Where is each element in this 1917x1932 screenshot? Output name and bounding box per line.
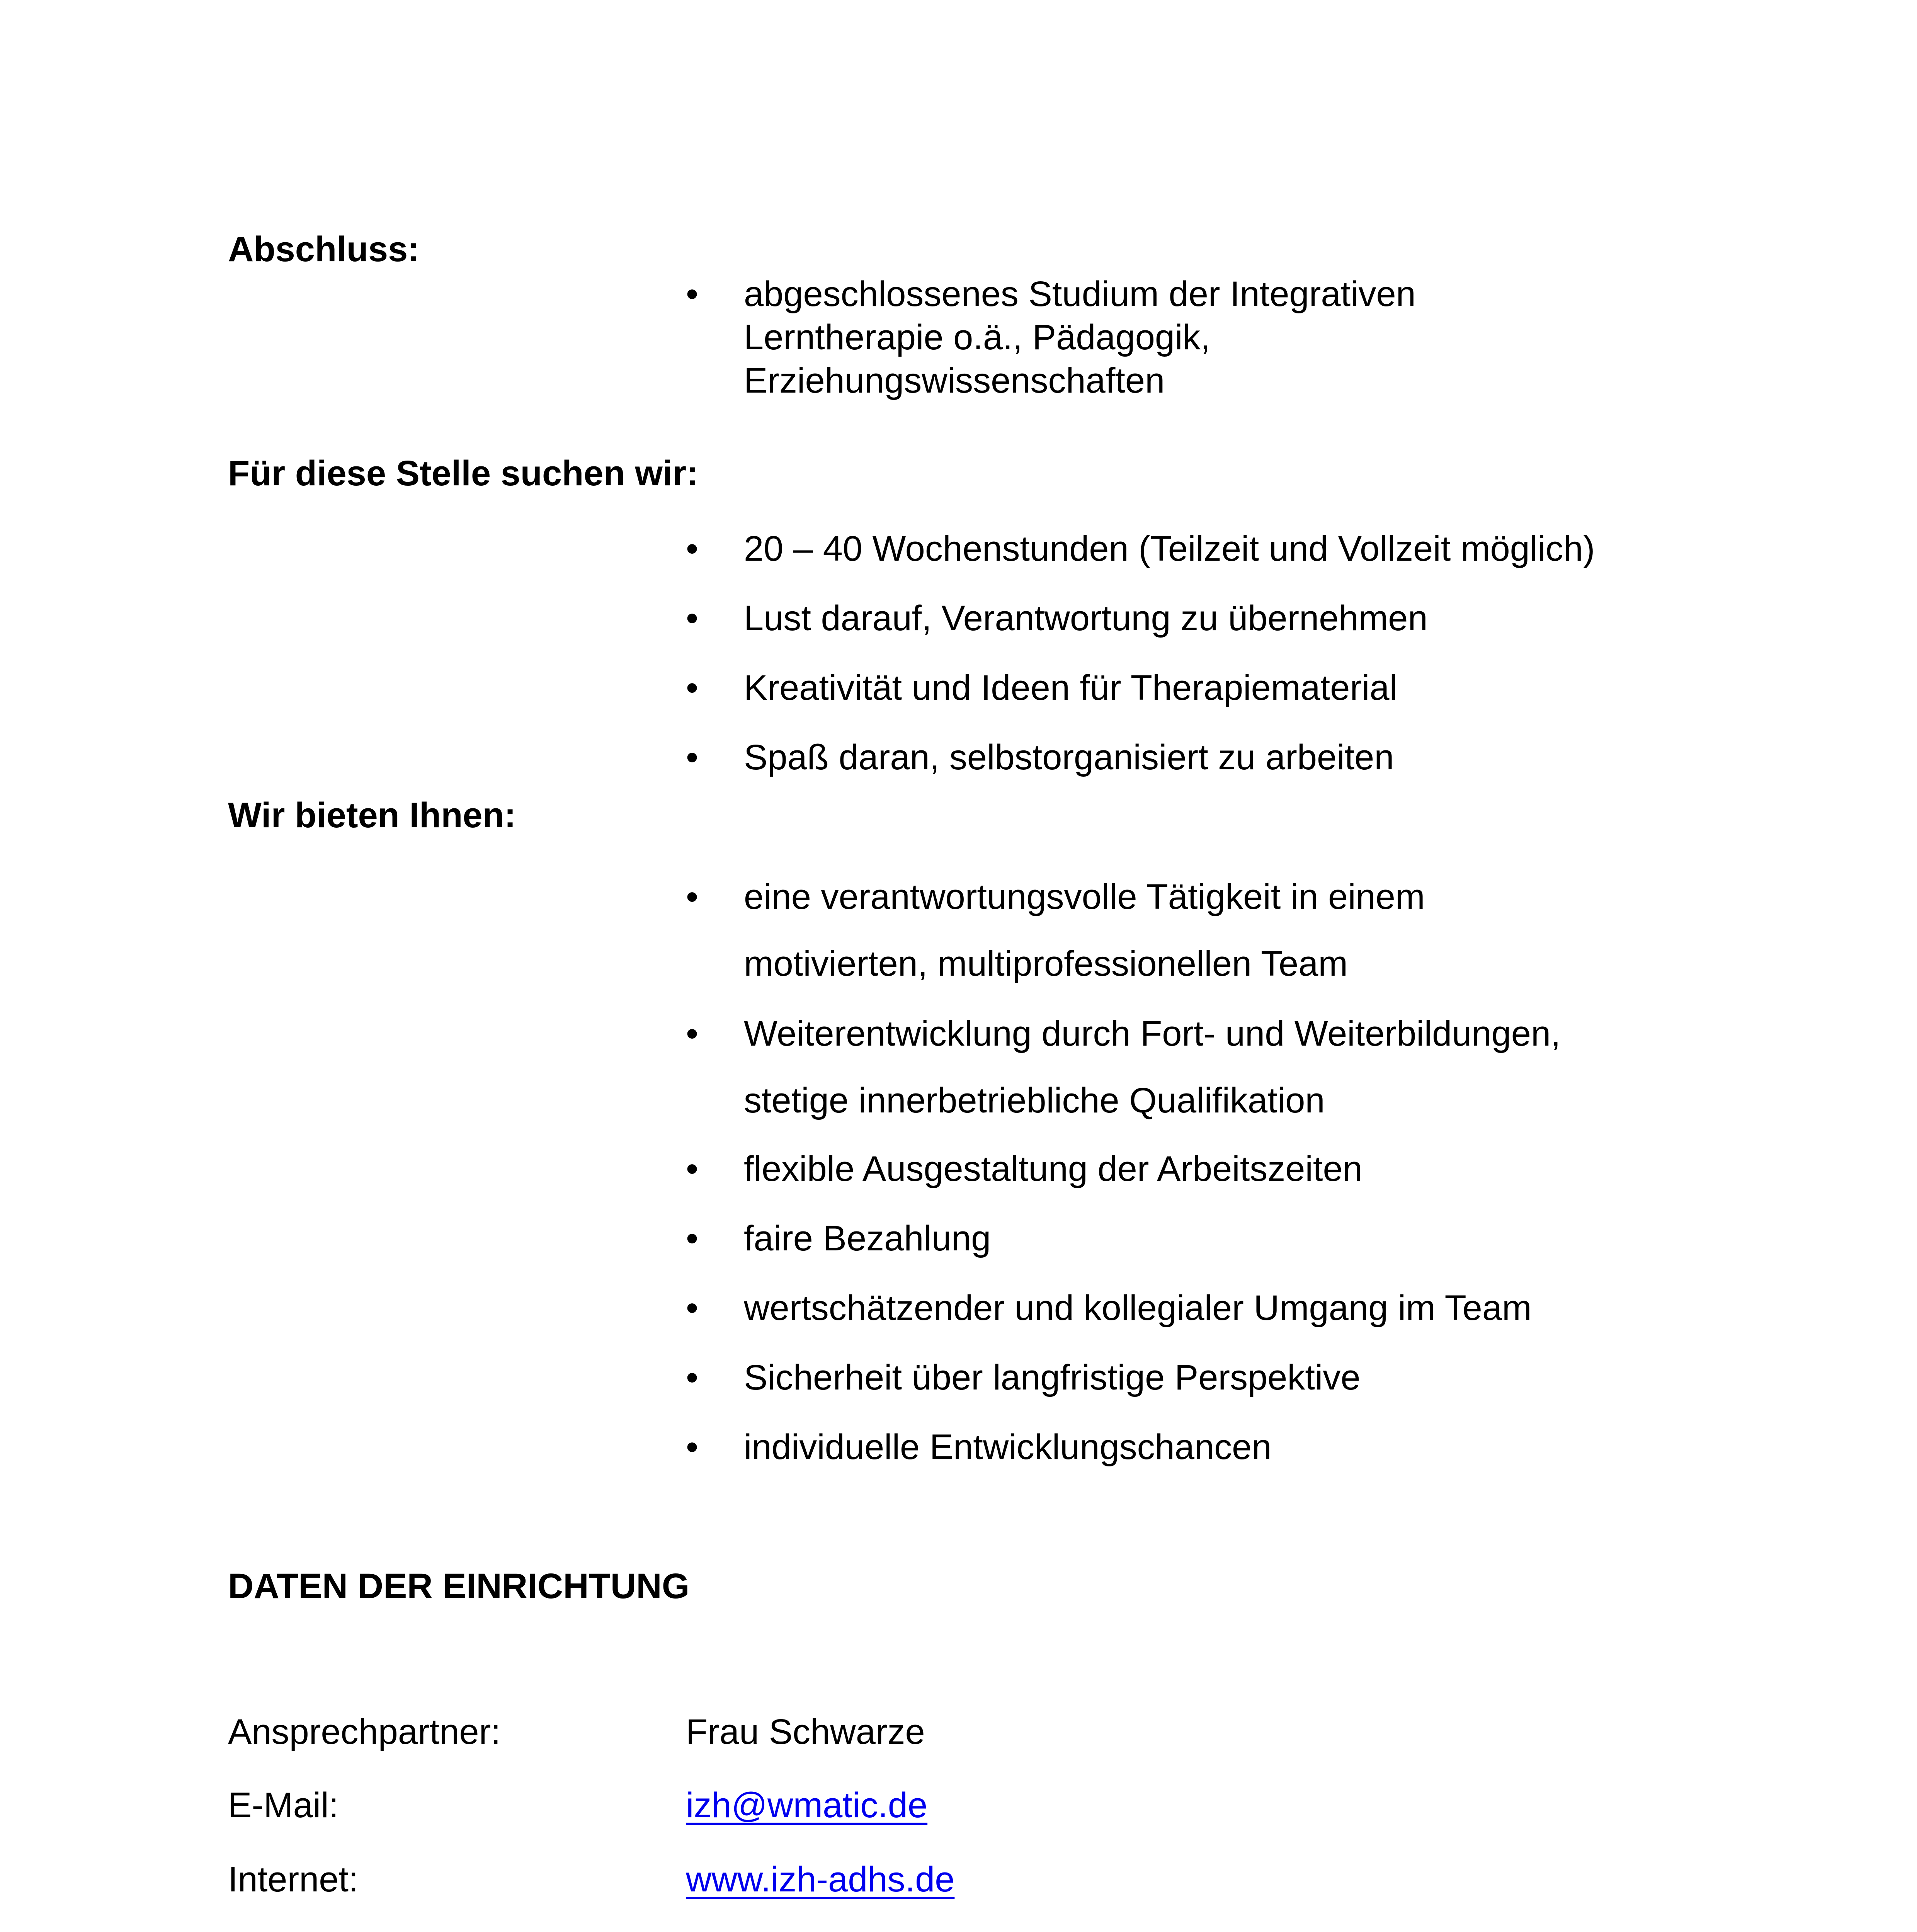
list-item: [686, 514, 1595, 583]
list-item: [686, 1273, 1561, 1343]
list-item-line: Kreativität und Ideen für Therapiematerial: [744, 668, 1398, 707]
email-link[interactable]: izh@wmatic.de: [686, 1786, 928, 1825]
bullet-icon: •: [686, 1149, 699, 1189]
list-item-line: Spaß daran, selbstorganisiert zu arbeiten: [744, 738, 1394, 777]
list-item: [686, 1204, 1561, 1273]
list-item-line: abgeschlossenes Studium der Integrativen: [744, 274, 1416, 314]
list-abschluss: [686, 272, 1416, 402]
list-item: [686, 583, 1595, 653]
list-item: [686, 723, 1595, 792]
label-internet: Internet:: [228, 1860, 359, 1899]
list-item: [686, 1134, 1561, 1204]
bullet-icon: •: [686, 1427, 699, 1467]
bullet-icon: •: [686, 599, 699, 638]
list-item-line: individuelle Entwicklungschancen: [744, 1427, 1272, 1467]
label-email: E-Mail:: [228, 1786, 339, 1825]
list-item-line: flexible Ausgestaltung der Arbeitszeiten: [744, 1149, 1362, 1189]
list-item-line: faire Bezahlung: [744, 1219, 991, 1258]
list-item-line: Lust darauf, Verantwortung zu übernehmen: [744, 599, 1428, 638]
list-item: [686, 1343, 1561, 1412]
bullet-icon: •: [686, 668, 699, 707]
website-link[interactable]: www.izh-adhs.de: [686, 1860, 955, 1899]
list-item: [686, 653, 1595, 723]
bullet-icon: •: [686, 1219, 699, 1258]
list-item: [686, 1412, 1561, 1482]
list-item-line: Weiterentwicklung durch Fort- und Weiterbildungen,: [744, 1014, 1561, 1053]
list-item: [686, 1000, 1561, 1134]
list-item-line: Erziehungswissenschaften: [744, 361, 1165, 400]
list-item-line: Lerntherapie o.ä., Pädagogik,: [744, 318, 1211, 357]
list-item: [686, 864, 1561, 997]
bullet-icon: •: [686, 1288, 699, 1328]
bullet-icon: •: [686, 1014, 699, 1053]
bullet-icon: •: [686, 274, 699, 314]
list-item-line: wertschätzender und kollegialer Umgang im Team: [744, 1288, 1532, 1328]
value-ansprechpartner: Frau Schwarze: [686, 1712, 925, 1752]
list-item-line: 20 – 40 Wochenstunden (Teilzeit und Vollzeit möglich): [744, 529, 1595, 568]
list-item-line: stetige innerbetriebliche Qualifikation: [744, 1081, 1325, 1120]
label-ansprechpartner: Ansprechpartner:: [228, 1712, 501, 1752]
list-stelle: [686, 514, 1595, 792]
heading-bieten: Wir bieten Ihnen:: [228, 796, 516, 835]
list-bieten: [686, 864, 1561, 1482]
list-item-line: eine verantwortungsvolle Tätigkeit in einem: [744, 877, 1425, 917]
bullet-icon: •: [686, 738, 699, 777]
heading-daten: DATEN DER EINRICHTUNG: [228, 1566, 690, 1606]
bullet-icon: •: [686, 877, 699, 917]
bullet-icon: •: [686, 529, 699, 568]
heading-abschluss: Abschluss:: [228, 230, 420, 269]
list-item-line: Sicherheit über langfristige Perspektive: [744, 1358, 1361, 1397]
bullet-icon: •: [686, 1358, 699, 1397]
list-item: [686, 272, 1416, 402]
list-item-line: motivierten, multiprofessionellen Team: [744, 944, 1348, 983]
heading-stelle: Für diese Stelle suchen wir:: [228, 454, 698, 493]
